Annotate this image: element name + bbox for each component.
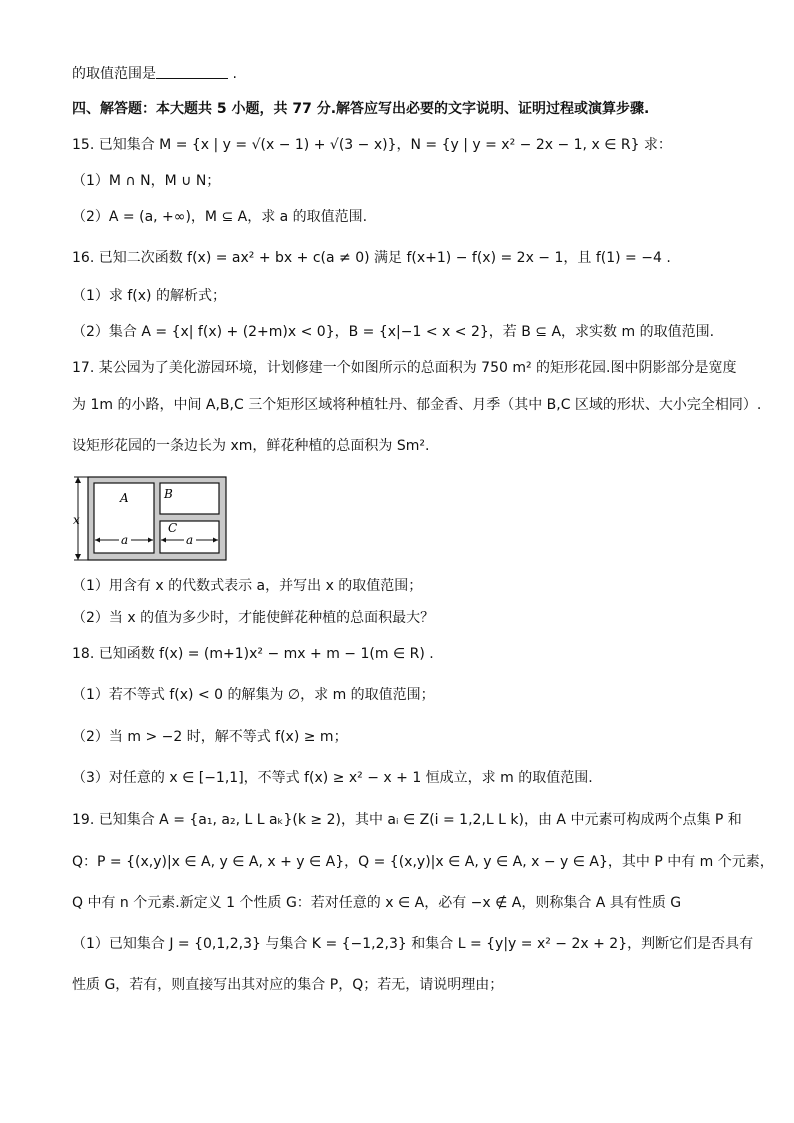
q17-stem-2: 为 1m 的小路，中间 A,B,C 三个矩形区域将种植牡丹、郁金香、月季（其中 B,C 区域的形状、大小完全相同）. — [72, 397, 762, 413]
q16-stem: 16. 已知二次函数 f(x) = ax² + bx + c(a ≠ 0) 满足 f(x+1) − f(x) = 2x − 1，且 f(1) = −4 . — [72, 250, 671, 266]
q19-stem-3: Q 中有 n 个元素.新定义 1 个性质 G：若对任意的 x ∈ A，必有 −x ∉ A，则称集合 A 具有性质 G — [72, 895, 682, 911]
x-arrow-bottom — [75, 554, 81, 560]
label-B: B — [164, 487, 173, 501]
label-a-A: a — [121, 533, 129, 547]
q19-stem-1: 19. 已知集合 A = {a₁, a₂, L L aₖ}(k ≥ 2)，其中 aᵢ ∈ Z(i = 1,2,L L k)，由 A 中元素可构成两个点集 P 和 — [72, 812, 742, 828]
q18-stem: 18. 已知函数 f(x) = (m+1)x² − mx + m − 1(m ∈ R) . — [72, 646, 434, 662]
q19-part1-line1: （1）已知集合 J = {0,1,2,3} 与集合 K = {−1,2,3} 和集合 L = {y|y = x² − 2x + 2}，判断它们是否具有 — [72, 936, 754, 952]
q19-stem-2: Q：P = {(x,y)|x ∈ A, y ∈ A, x + y ∈ A}，Q = {(x,y)|x ∈ A, y ∈ A, x − y ∈ A}，其中 P 中有 m 个元素， — [72, 854, 774, 870]
label-A: A — [120, 491, 129, 505]
x-arrow-top — [75, 477, 81, 483]
q15-stem: 15. 已知集合 M = {x | y = √(x − 1) + √(3 − x)}，N = {y | y = x² − 2x − 1, x ∈ R} 求： — [72, 137, 672, 153]
label-C: C — [168, 521, 178, 535]
q18-part2: （2）当 m > −2 时，解不等式 f(x) ≥ m； — [72, 729, 348, 745]
q17-part2: （2）当 x 的值为多少时，才能使鲜花种植的总面积最大？ — [72, 610, 435, 626]
label-a-C: a — [186, 533, 194, 547]
q15-part2: （2）A = (a, +∞)，M ⊆ A，求 a 的取值范围. — [72, 209, 368, 225]
q16-part2: （2）集合 A = {x| f(x) + (2+m)x < 0}，B = {x|−1 < x < 2}，若 B ⊆ A，求实数 m 的取值范围. — [72, 324, 715, 340]
garden-diagram — [72, 474, 232, 564]
q14-tail-line: 的取值范围是 . — [72, 66, 237, 82]
q18-part3: （3）对任意的 x ∈ [−1,1]，不等式 f(x) ≥ x² − x + 1 恒成立，求 m 的取值范围. — [72, 770, 593, 786]
label-x: x — [73, 513, 80, 527]
q17-stem-1: 17. 某公园为了美化游园环境，计划修建一个如图所示的总面积为 750 m² 的矩形花园.图中阴影部分是宽度 — [72, 360, 737, 376]
answer-blank[interactable] — [156, 64, 228, 79]
q17-stem-3: 设矩形花园的一条边长为 xm，鲜花种植的总面积为 Sm². — [72, 438, 430, 454]
q19-part1-line2: 性质 G，若有，则直接写出其对应的集合 P，Q；若无，请说明理由； — [72, 977, 504, 993]
q15-part1: （1）M ∩ N，M ∪ N； — [72, 173, 221, 189]
q17-part1: （1）用含有 x 的代数式表示 a，并写出 x 的取值范围； — [72, 578, 423, 594]
q14-tail-text: 的取值范围是 — [72, 66, 156, 82]
section-heading: 四、解答题：本大题共 5 小题，共 77 分.解答应写出必要的文字说明、证明过程或演算步骤. — [72, 101, 650, 117]
q16-part1: （1）求 f(x) 的解析式； — [72, 288, 226, 304]
q18-part1: （1）若不等式 f(x) < 0 的解集为 ∅，求 m 的取值范围； — [72, 687, 435, 703]
